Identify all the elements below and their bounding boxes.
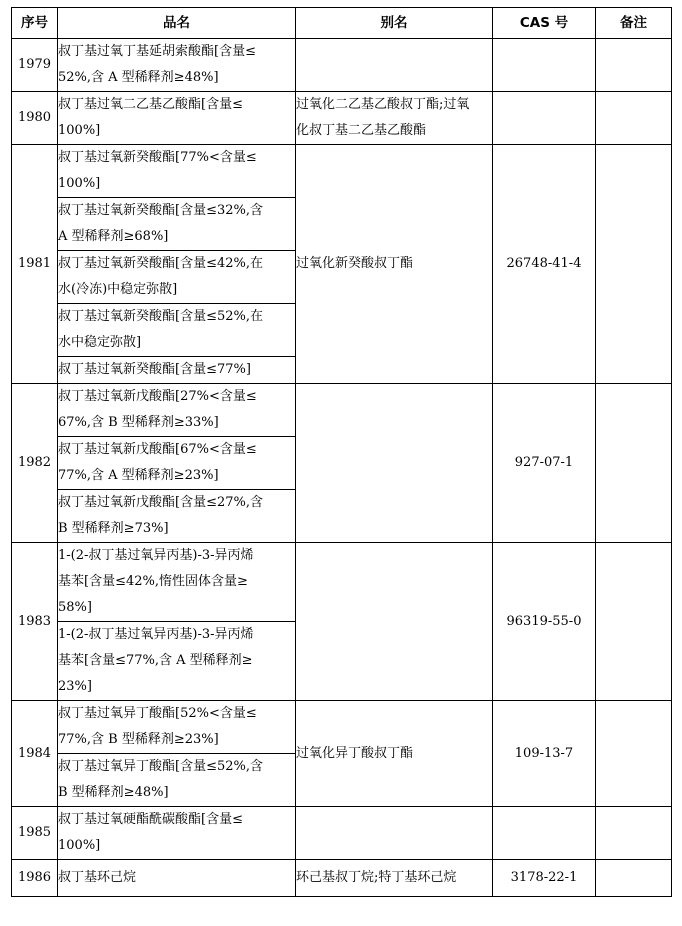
header-cas: CAS 号	[493, 8, 596, 39]
cas-cell	[493, 92, 596, 145]
alias-cell: 环己基叔丁烷;特丁基环己烷	[296, 860, 493, 897]
remark-cell	[596, 145, 672, 384]
name-line: 23%]	[58, 679, 92, 694]
name-line: B 型稀释剂≥48%]	[58, 785, 169, 800]
remark-cell	[596, 384, 672, 543]
name-line: 水(冷冻)中稳定弥散]	[58, 282, 178, 297]
remark-cell	[596, 543, 672, 701]
name-line: 100%]	[58, 176, 101, 191]
header-no: 序号	[12, 8, 58, 39]
alias-cell: 过氧化新癸酸叔丁酯	[296, 145, 493, 384]
cas-cell: 109-13-7	[493, 701, 596, 807]
table-row	[12, 145, 672, 198]
name-line: 叔丁基过氧新癸酸酯[含量≤52%,在	[58, 309, 263, 324]
name-line: A 型稀释剂≥68%]	[58, 229, 169, 244]
row-no: 1983	[12, 543, 58, 701]
product-name	[58, 754, 296, 807]
cas-cell: 927-07-1	[493, 384, 596, 543]
cas-cell	[493, 807, 596, 860]
alias-cell	[296, 543, 493, 701]
header-alias: 别名	[296, 8, 493, 39]
product-name	[58, 437, 296, 490]
remark-cell	[596, 807, 672, 860]
product-name	[58, 807, 296, 860]
remark-cell	[596, 701, 672, 807]
row-no: 1986	[12, 860, 58, 897]
chemical-table	[11, 7, 672, 897]
product-name	[58, 304, 296, 357]
product-name	[58, 701, 296, 754]
cas-cell: 26748-41-4	[493, 145, 596, 384]
name-line: 叔丁基过氧异丁酸酯[52%<含量≤	[58, 706, 257, 721]
name-line: 叔丁基过氧新戊酸酯[含量≤27%,含	[58, 495, 263, 510]
remark-cell	[596, 860, 672, 897]
product-name	[58, 490, 296, 543]
header-name: 品名	[58, 8, 296, 39]
name-line: 1-(2-叔丁基过氧异丙基)-3-异丙烯	[58, 548, 254, 563]
alias-cell	[296, 92, 493, 145]
remark-cell	[596, 92, 672, 145]
table-row	[12, 807, 672, 860]
name-line: 叔丁基过氧新戊酸酯[27%<含量≤	[58, 389, 257, 404]
table-row	[12, 39, 672, 92]
name-line: 1-(2-叔丁基过氧异丙基)-3-异丙烯	[58, 627, 254, 642]
name-line: 52%,含 A 型稀释剂≥48%]	[58, 70, 219, 85]
name-line: 叔丁基过氧异丁酸酯[含量≤52%,含	[58, 759, 263, 774]
row-no: 1981	[12, 145, 58, 384]
table-row	[12, 860, 672, 897]
name-line: 叔丁基过氧新癸酸酯[77%<含量≤	[58, 150, 257, 165]
name-line: 77%,含 B 型稀释剂≥23%]	[58, 732, 219, 747]
table-row	[12, 701, 672, 754]
alias-cell	[296, 384, 493, 543]
name-line: 67%,含 B 型稀释剂≥33%]	[58, 415, 219, 430]
product-name	[58, 357, 296, 384]
row-no: 1979	[12, 39, 58, 92]
product-name	[58, 145, 296, 198]
product-name	[58, 198, 296, 251]
name-line: 叔丁基过氧新癸酸酯[含量≤32%,含	[58, 203, 263, 218]
header-row	[12, 8, 672, 39]
alias-line: 过氧化二乙基乙酸叔丁酯;过氧	[296, 97, 470, 112]
name-line: 100%]	[58, 123, 101, 138]
row-no: 1985	[12, 807, 58, 860]
name-line: 58%]	[58, 600, 92, 615]
name-line: 叔丁基过氧硬酯酰碳酸酯[含量≤	[58, 812, 243, 827]
cas-cell: 3178-22-1	[493, 860, 596, 897]
product-name	[58, 622, 296, 701]
table-row	[12, 543, 672, 622]
name-line: 叔丁基过氧二乙基乙酸酯[含量≤	[58, 97, 243, 112]
name-line: 叔丁基过氧新癸酸酯[含量≤77%]	[58, 362, 251, 377]
row-no: 1984	[12, 701, 58, 807]
name-line: 叔丁基过氧新戊酸酯[67%<含量≤	[58, 442, 257, 457]
name-line: B 型稀释剂≥73%]	[58, 521, 169, 536]
alias-cell	[296, 807, 493, 860]
name-line: 100%]	[58, 838, 101, 853]
product-name	[58, 251, 296, 304]
product-name	[58, 384, 296, 437]
name-line: 基苯[含量≤42%,惰性固体含量≥	[58, 574, 248, 589]
alias-cell	[296, 39, 493, 92]
table-row	[12, 384, 672, 437]
cas-cell	[493, 39, 596, 92]
name-line: 叔丁基过氧新癸酸酯[含量≤42%,在	[58, 256, 263, 271]
product-name	[58, 543, 296, 622]
product-name	[58, 39, 296, 92]
remark-cell	[596, 39, 672, 92]
alias-cell: 过氧化异丁酸叔丁酯	[296, 701, 493, 807]
name-line: 叔丁基过氧丁基延胡索酸酯[含量≤	[58, 44, 256, 59]
product-name: 叔丁基环己烷	[58, 860, 296, 897]
cas-cell: 96319-55-0	[493, 543, 596, 701]
row-no: 1982	[12, 384, 58, 543]
alias-line: 化叔丁基二乙基乙酸酯	[296, 123, 427, 138]
header-remark: 备注	[596, 8, 672, 39]
product-name	[58, 92, 296, 145]
table-row	[12, 92, 672, 145]
row-no: 1980	[12, 92, 58, 145]
name-line: 水中稳定弥散]	[58, 335, 142, 350]
name-line: 77%,含 A 型稀释剂≥23%]	[58, 468, 219, 483]
name-line: 基苯[含量≤77%,含 A 型稀释剂≥	[58, 653, 253, 668]
